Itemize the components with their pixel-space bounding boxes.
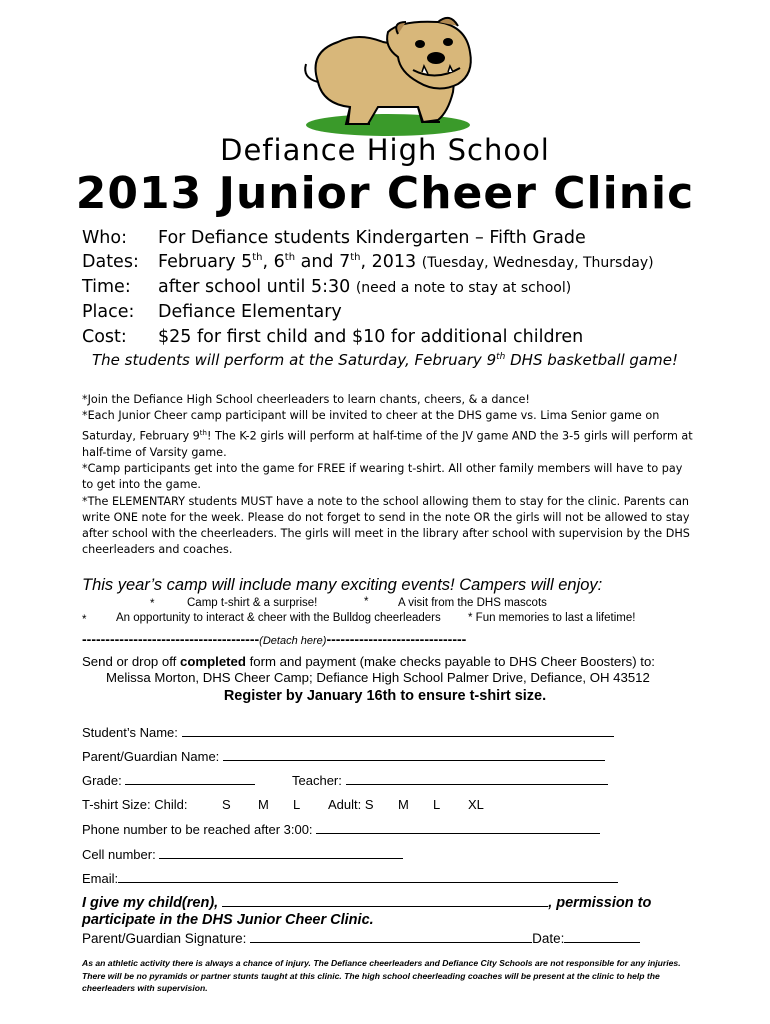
event-bullet: * [150, 598, 155, 610]
tshirt-child-label: T-shirt Size: Child: [82, 797, 188, 812]
time-row [82, 277, 571, 297]
date-label: Date: [532, 931, 565, 946]
who-row [82, 228, 586, 248]
dates-note: (Tuesday, Wednesday, Thursday) [421, 255, 654, 271]
detach-line [82, 631, 466, 647]
permission-line[interactable] [82, 894, 651, 911]
grade-field[interactable] [82, 772, 255, 788]
who-label: Who: [82, 228, 127, 248]
bulldog-mascot-icon [288, 12, 488, 142]
phone-line[interactable] [316, 821, 600, 834]
teacher-line[interactable] [346, 772, 608, 785]
email-label: Email: [82, 871, 119, 886]
child-size-l[interactable]: L [293, 797, 301, 812]
place-label: Place: [82, 302, 135, 322]
cost-row [82, 327, 583, 347]
time-note: (need a note to stay at school) [355, 280, 572, 296]
phone-label: Phone number to be reached after 3:00: [82, 822, 313, 837]
perform-sup: th [496, 352, 506, 362]
phone-field[interactable] [82, 821, 600, 837]
email-line[interactable] [118, 870, 618, 883]
school-name: Defiance High School [220, 133, 550, 167]
guardian-name-label: Parent/Guardian Name: [82, 749, 220, 764]
grade-label: Grade: [82, 773, 122, 788]
event-bullet: * [82, 614, 87, 626]
cell-label: Cell number: [82, 847, 156, 862]
note-invite [82, 408, 694, 461]
event-interact: An opportunity to interact & cheer with the Bulldog cheerleaders [116, 612, 441, 624]
note-invite-sup: th [199, 428, 207, 437]
injury-disclaimer: As an athletic activity there is always a chance of injury. The Defiance cheerleaders and Defiance City Schools are not responsible for any injuries. There will be no pyramids or partner stunts taught at this clinic. The high school cheerleading coaches will be present at the clinic to help the cheerleaders with supervision. [82, 958, 681, 993]
event-bullet: * [364, 596, 369, 608]
note-join: *Join the Defiance High School cheerleaders to learn chants, cheers, & a dance! [82, 393, 530, 406]
events-title: This year’s camp will include many exciting events! Campers will enjoy: [82, 576, 603, 594]
adult-size-m[interactable]: M [398, 797, 409, 812]
time-value: after school until 5:30 [158, 277, 356, 297]
children-names-line[interactable] [222, 894, 548, 907]
child-size-s[interactable]: S [222, 797, 231, 812]
dates-sup-3: th [350, 252, 361, 264]
dates-value-2: , 6 [262, 252, 285, 272]
student-name-field[interactable] [82, 724, 614, 740]
dates-label: Dates: [82, 252, 139, 272]
student-name-line[interactable] [182, 724, 614, 737]
dates-sup-2: th [284, 252, 296, 264]
teacher-field[interactable] [292, 772, 608, 788]
register-deadline: Register by January 16th to ensure t-shirt size. [223, 688, 547, 704]
teacher-label: Teacher: [292, 773, 342, 788]
note-invite-text-1: *Each Junior Cheer camp participant will be invited to cheer at the DHS game vs. Lima Senior game on Saturday, February 9 [82, 409, 660, 443]
camp-notes [82, 392, 694, 559]
signature-label: Parent/Guardian Signature: [82, 931, 247, 946]
place-value: Defiance Elementary [158, 302, 342, 322]
cell-field[interactable] [82, 846, 403, 862]
event-tshirt: Camp t-shirt & a surprise! [187, 597, 318, 609]
event-mascots: A visit from the DHS mascots [398, 597, 547, 609]
adult-size-l[interactable]: L [433, 797, 441, 812]
dates-value-3: and 7 [295, 252, 351, 272]
student-name-label: Student’s Name: [82, 725, 178, 740]
signature-line[interactable] [250, 930, 532, 943]
cell-line[interactable] [159, 846, 403, 859]
dates-value-4: , 2013 [360, 252, 422, 272]
detach-dashes-left: -------------------------------------- [82, 631, 260, 647]
mailing-address: Melissa Morton, DHS Cheer Camp; Defiance High School Palmer Drive, Defiance, OH 43512 [106, 670, 650, 685]
signature-field[interactable] [82, 930, 640, 946]
guardian-name-field[interactable] [82, 748, 605, 764]
perform-text-2: DHS basketball game! [505, 351, 678, 369]
page-title: 2013 Junior Cheer Clinic [75, 168, 695, 219]
grade-line[interactable] [125, 772, 255, 785]
note-free-entry: *Camp participants get into the game for FREE if wearing t-shirt. All other family members will have to pay to get into the game. [82, 461, 683, 492]
detach-label: (Detach here) [259, 635, 327, 647]
send-bold: completed [180, 654, 246, 669]
time-label: Time: [82, 277, 131, 297]
dates-value-1: February 5 [158, 252, 253, 272]
permission-pre: I give my child(ren), [82, 895, 219, 911]
cost-value: $25 for first child and $10 for additional children [158, 327, 584, 347]
dates-row [82, 252, 654, 272]
who-value: For Defiance students Kindergarten – Fifth Grade [158, 228, 586, 248]
note-school-note: *The ELEMENTARY students MUST have a note to the school allowing them to stay for the clinic. Parents can write ONE note for the week. Please do not forget to send in the note OR the girls will not be allowed to stay after school with the cheerleaders. The girls will meet in the library after school with supervision by the DHS cheerleaders and coaches. [82, 494, 690, 557]
guardian-name-line[interactable] [223, 748, 605, 761]
permission-post: , permission to [548, 895, 652, 911]
adult-size-xl[interactable]: XL [468, 797, 484, 812]
child-size-m[interactable]: M [258, 797, 269, 812]
send-pre: Send or drop off [82, 654, 180, 669]
date-line[interactable] [564, 930, 640, 943]
dates-sup-1: th [252, 252, 263, 264]
detach-dashes-right: ------------------------------ [326, 631, 467, 647]
event-memories: * Fun memories to last a lifetime! [468, 612, 636, 624]
place-row [82, 302, 342, 322]
perform-text-1: The students will perform at the Saturday, February 9 [92, 351, 497, 369]
permission-line-2: participate in the DHS Junior Cheer Clinic. [82, 912, 374, 928]
performance-note [0, 351, 770, 369]
cost-label: Cost: [82, 327, 127, 347]
send-instructions [82, 654, 655, 669]
note-invite-text-2: ! The K-2 girls will perform at half-time of the JV game AND the 3-5 girls will perform at half-time of Varsity game. [82, 429, 693, 459]
adult-size-s[interactable]: Adult: S [328, 797, 374, 812]
email-field[interactable] [82, 870, 618, 886]
send-post: form and payment (make checks payable to DHS Cheer Boosters) to: [245, 654, 655, 669]
